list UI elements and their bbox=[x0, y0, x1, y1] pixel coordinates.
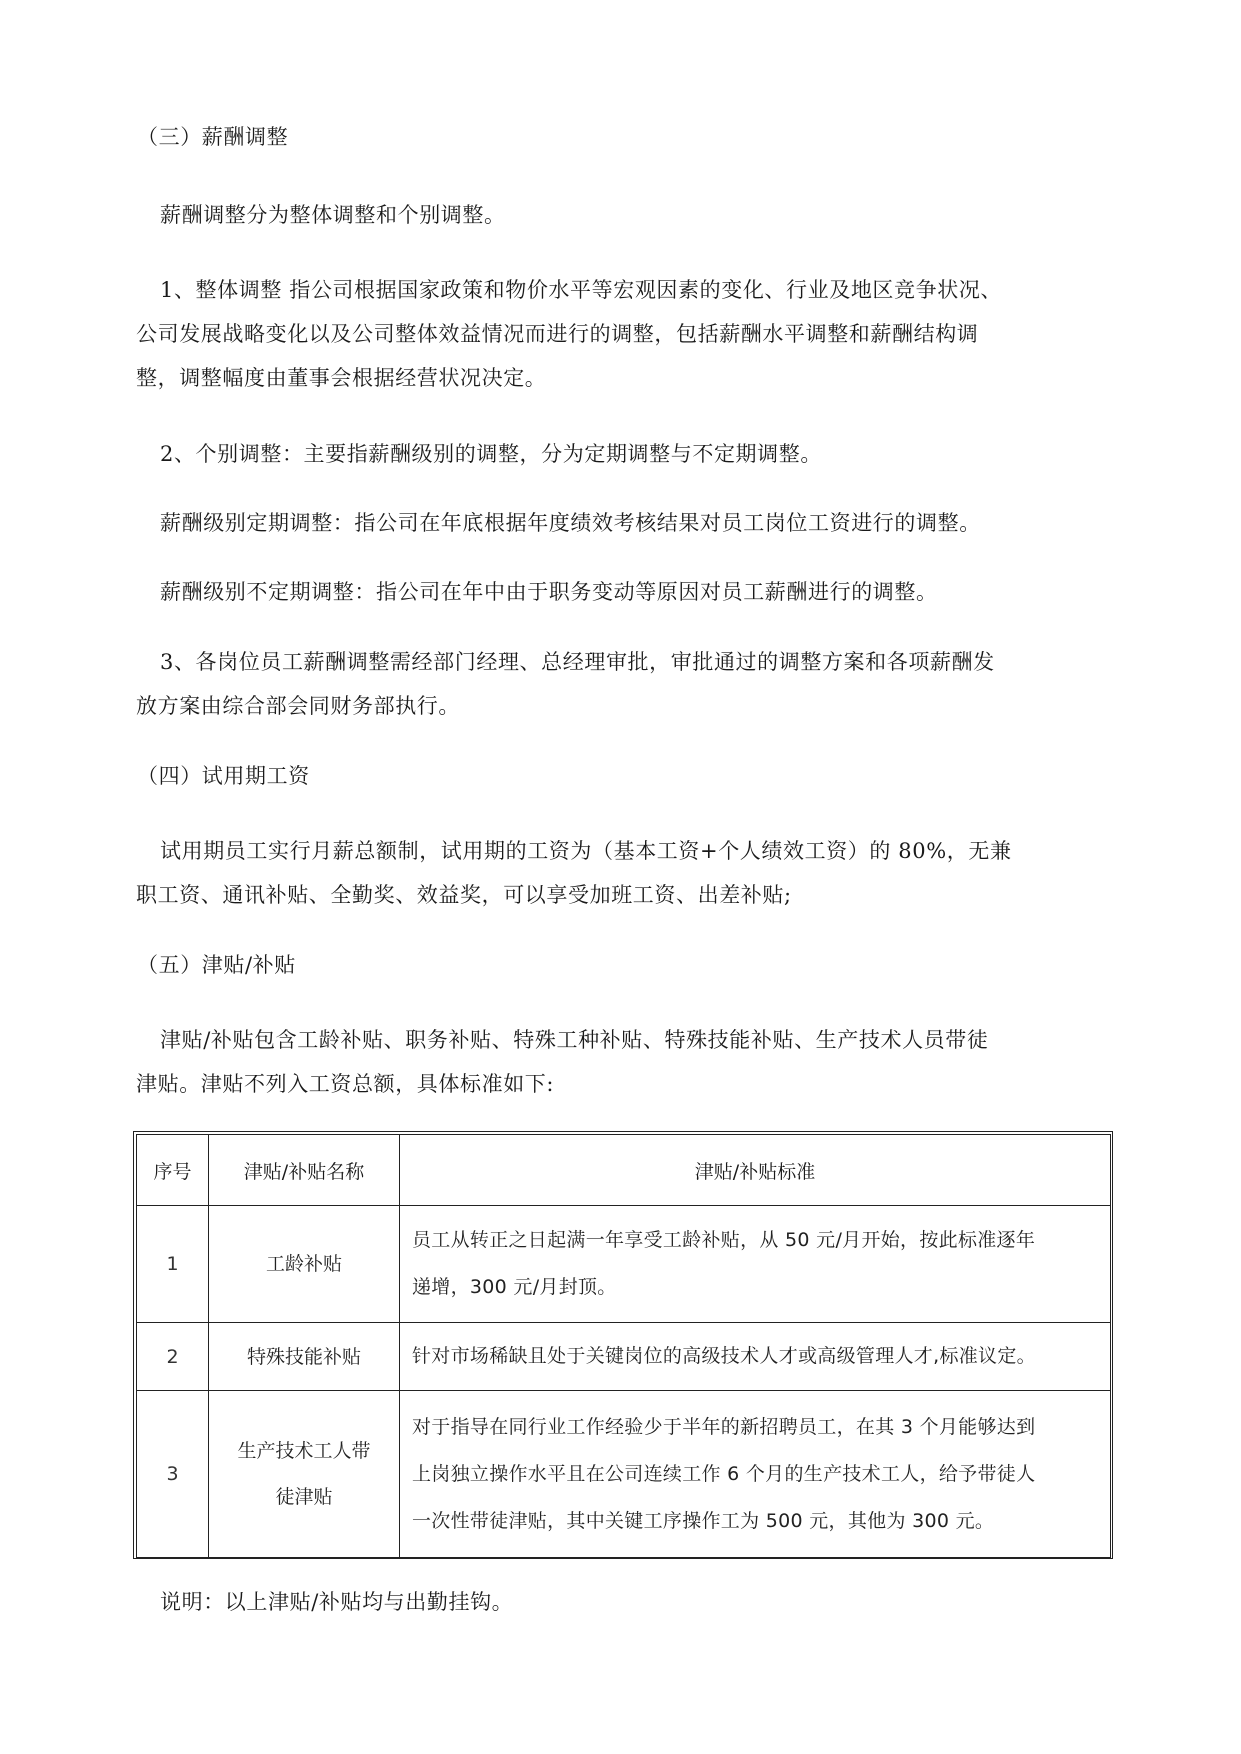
section-heading-allowance: （五）津贴/补贴 bbox=[137, 953, 296, 977]
standard-line: 一次性带徒津贴，其中关键工序操作工为 500 元，其他为 300 元。 bbox=[412, 1509, 995, 1532]
item1-line-2: 公司发展战略变化以及公司整体效益情况而进行的调整，包括薪酬水平调整和薪酬结构调 bbox=[136, 322, 979, 346]
name-line: 特殊技能补贴 bbox=[246, 1345, 361, 1368]
standard-line: 递增，300 元/月封顶。 bbox=[412, 1276, 617, 1298]
salary-adjustment-intro: 薪酬调整分为整体调整和个别调整。 bbox=[160, 203, 506, 227]
row-allowance-standard bbox=[400, 1323, 1111, 1391]
item1-line-1: 1、整体调整 指公司根据国家政策和物价水平等宏观因素的变化、行业及地区竞争状况、 bbox=[160, 278, 1003, 302]
row-number: 1 bbox=[137, 1206, 209, 1323]
header-allowance-name: 津贴/补贴名称 bbox=[209, 1135, 400, 1206]
periodic-adjustment: 薪酬级别定期调整：指公司在年底根据年度绩效考核结果对员工岗位工资进行的调整。 bbox=[160, 511, 981, 535]
row-allowance-name bbox=[209, 1206, 400, 1323]
item3-line-1: 3、各岗位员工薪酬调整需经部门经理、总经理审批，审批通过的调整方案和各项薪酬发 bbox=[160, 650, 995, 674]
standard-line: 员工从转正之日起满一年享受工龄补贴，从 50 元/月开始，按此标准逐年 bbox=[412, 1229, 1036, 1251]
name-line: 徒津贴 bbox=[275, 1486, 333, 1508]
row-number: 2 bbox=[137, 1323, 209, 1391]
nonperiodic-adjustment: 薪酬级别不定期调整：指公司在年中由于职务变动等原因对员工薪酬进行的调整。 bbox=[160, 580, 938, 604]
section-heading-salary-adjustment: （三）薪酬调整 bbox=[137, 125, 289, 149]
standard-line: 对于指导在同行业工作经验少于半年的新招聘员工，在其 3 个月能够达到 bbox=[412, 1415, 1036, 1438]
item2-paragraph: 2、个别调整：主要指薪酬级别的调整，分为定期调整与不定期调整。 bbox=[160, 442, 822, 466]
name-line: 工龄补贴 bbox=[265, 1253, 342, 1275]
probation-line-2: 职工资、通讯补贴、全勤奖、效益奖，可以享受加班工资、出差补贴; bbox=[136, 883, 792, 907]
section-heading-probation: （四）试用期工资 bbox=[137, 764, 310, 788]
probation-line-1: 试用期员工实行月薪总额制，试用期的工资为（基本工资+个人绩效工资）的 80%，无兼 bbox=[160, 839, 1012, 863]
name-line: 生产技术工人带 bbox=[237, 1440, 371, 1462]
row-allowance-standard bbox=[400, 1391, 1111, 1558]
header-allowance-standard: 津贴/补贴标准 bbox=[400, 1135, 1111, 1206]
table-row bbox=[137, 1391, 1111, 1558]
table-row bbox=[137, 1323, 1111, 1391]
standard-line: 上岗独立操作水平且在公司连续工作 6 个月的生产技术工人，给予带徒人 bbox=[412, 1462, 1036, 1485]
item3-line-2: 放方案由综合部会同财务部执行。 bbox=[136, 694, 460, 718]
table-row bbox=[137, 1206, 1111, 1323]
allowance-line-2: 津贴。津贴不列入工资总额，具体标准如下: bbox=[136, 1072, 555, 1096]
standard-line: 针对市场稀缺且处于关键岗位的高级技术人才或高级管理人才,标准议定。 bbox=[412, 1345, 1036, 1367]
table-header-row bbox=[137, 1135, 1111, 1206]
table-note: 说明：以上津贴/补贴均与出勤挂钩。 bbox=[160, 1590, 514, 1614]
row-allowance-standard bbox=[400, 1206, 1111, 1323]
allowance-table bbox=[136, 1134, 1111, 1558]
row-number: 3 bbox=[137, 1391, 209, 1558]
row-allowance-name bbox=[209, 1323, 400, 1391]
allowance-line-1: 津贴/补贴包含工龄补贴、职务补贴、特殊工种补贴、特殊技能补贴、生产技术人员带徒 bbox=[160, 1028, 989, 1052]
header-number: 序号 bbox=[137, 1135, 209, 1206]
item1-line-3: 整，调整幅度由董事会根据经营状况决定。 bbox=[136, 366, 547, 390]
row-allowance-name bbox=[209, 1391, 400, 1558]
